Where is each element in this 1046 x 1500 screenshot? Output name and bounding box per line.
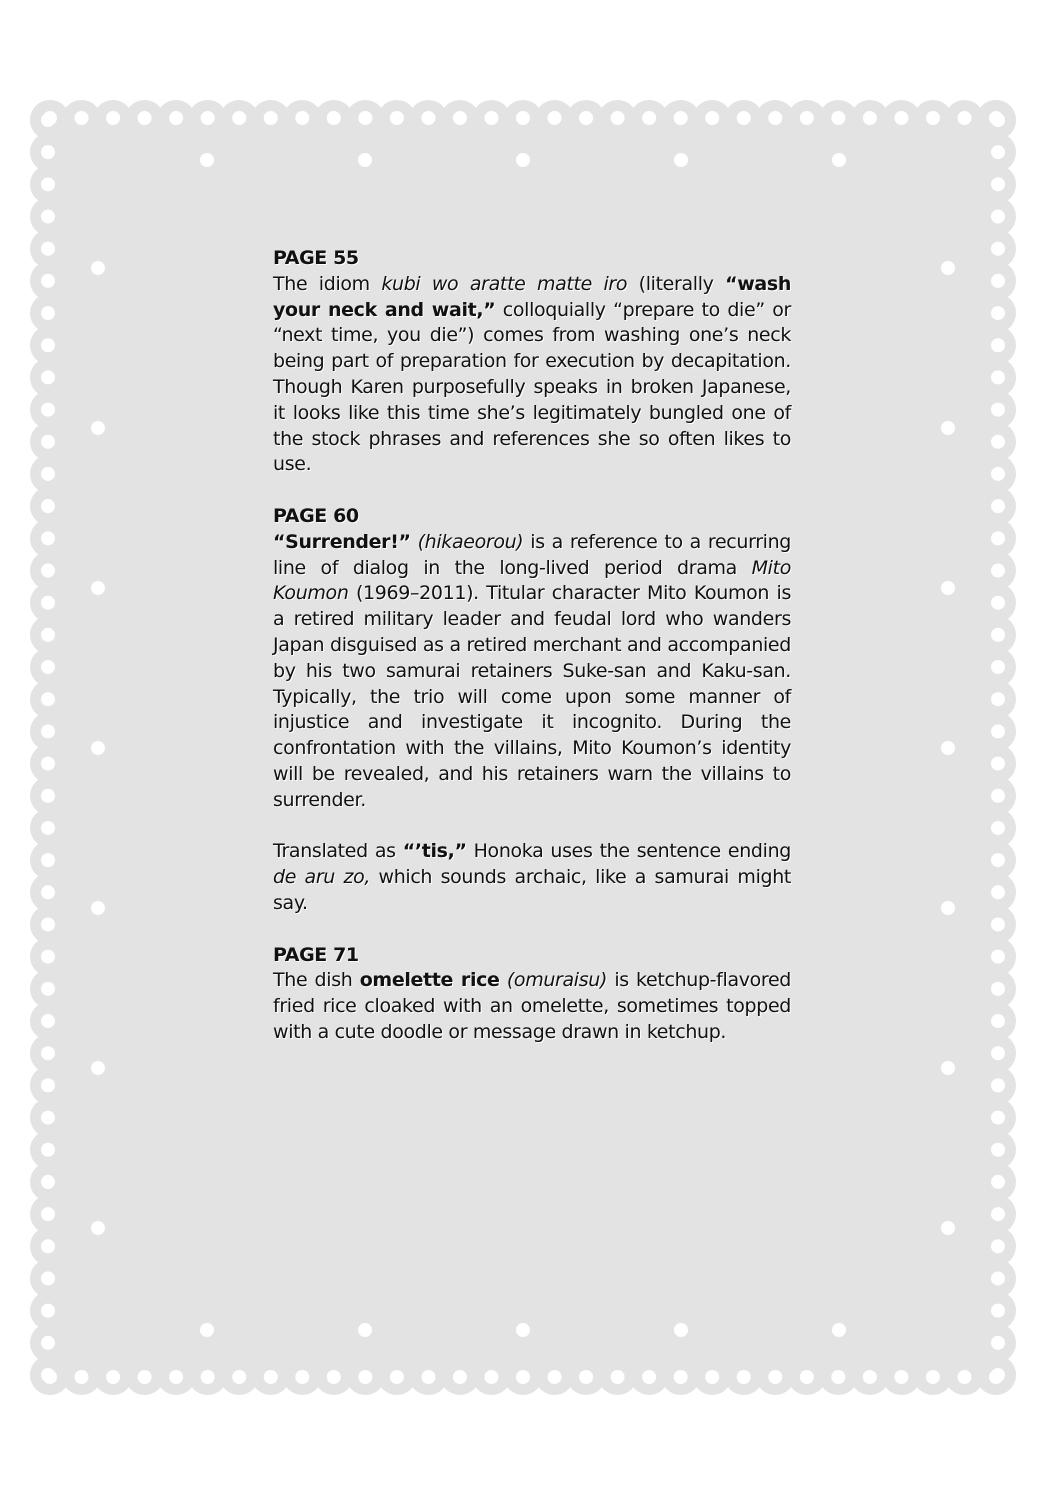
lace-hole [295, 1370, 309, 1384]
paragraph-gap [273, 814, 791, 840]
lace-hole [991, 1207, 1005, 1221]
lace-hole [41, 757, 55, 771]
lace-hole [201, 111, 215, 125]
lace-hole [991, 1078, 1005, 1092]
lace-hole [421, 1370, 435, 1384]
lace-hole [232, 1370, 246, 1384]
lace-hole [991, 531, 1005, 545]
lace-dot [516, 153, 530, 167]
lace-hole [358, 1370, 372, 1384]
lace-dot [91, 1221, 105, 1235]
lace-hole [800, 111, 814, 125]
lace-hole [991, 370, 1005, 384]
lace-hole [991, 660, 1005, 674]
lace-dot [358, 153, 372, 167]
lace-hole [201, 1370, 215, 1384]
lace-hole [41, 1368, 55, 1382]
lace-dot [200, 1323, 214, 1337]
lace-hole [991, 596, 1005, 610]
lace-hole [991, 950, 1005, 964]
lace-hole [169, 111, 183, 125]
lace-hole [991, 789, 1005, 803]
lace-hole [991, 145, 1005, 159]
lace-hole [41, 1111, 55, 1125]
lace-hole [41, 1143, 55, 1157]
lace-hole [991, 274, 1005, 288]
lace-hole [421, 111, 435, 125]
lace-hole [991, 306, 1005, 320]
lace-hole [705, 111, 719, 125]
lace-hole [991, 1111, 1005, 1125]
lace-hole [991, 1014, 1005, 1028]
lace-hole [41, 950, 55, 964]
lace-hole [991, 1368, 1005, 1382]
lace-hole [41, 982, 55, 996]
lace-dot [941, 1221, 955, 1235]
lace-hole [926, 111, 940, 125]
lace-hole [41, 338, 55, 352]
lace-hole [991, 1143, 1005, 1157]
lace-hole [894, 111, 908, 125]
lace-hole [957, 1370, 971, 1384]
section-heading: PAGE 71 [273, 943, 359, 966]
lace-hole [991, 757, 1005, 771]
lace-hole [484, 111, 498, 125]
lace-hole [991, 821, 1005, 835]
lace-hole [264, 1370, 278, 1384]
lace-dot [91, 581, 105, 595]
lace-hole [41, 789, 55, 803]
note-paragraph: Translated as “’tis,” Honoka uses the sentence ending de aru zo, which sounds archaic, like a samurai might say. [273, 840, 791, 914]
lace-hole [611, 1370, 625, 1384]
lace-dot [832, 1323, 846, 1337]
lace-hole [41, 145, 55, 159]
lace-hole [991, 1304, 1005, 1318]
lace-hole [327, 1370, 341, 1384]
lace-hole [453, 1370, 467, 1384]
lace-hole [41, 821, 55, 835]
lace-hole [41, 177, 55, 191]
lace-hole [991, 628, 1005, 642]
lace-hole [991, 564, 1005, 578]
lace-hole [991, 885, 1005, 899]
lace-hole [548, 1370, 562, 1384]
lace-hole [41, 1239, 55, 1253]
lace-hole [831, 111, 845, 125]
section-gap [273, 917, 791, 943]
lace-hole [41, 1271, 55, 1285]
lace-dot [832, 153, 846, 167]
lace-hole [41, 210, 55, 224]
lace-dot [674, 153, 688, 167]
lace-dot [358, 1323, 372, 1337]
lace-hole [41, 564, 55, 578]
lace-hole [674, 111, 688, 125]
lace-hole [41, 274, 55, 288]
lace-hole [453, 111, 467, 125]
lace-hole [611, 111, 625, 125]
lace-hole [674, 1370, 688, 1384]
note-page-60 [273, 504, 791, 917]
lace-hole [548, 111, 562, 125]
note-page-71 [273, 943, 791, 1046]
lace-hole [41, 531, 55, 545]
lace-dot [200, 153, 214, 167]
lace-hole [106, 111, 120, 125]
lace-hole [991, 1271, 1005, 1285]
lace-hole [390, 1370, 404, 1384]
lace-dot [941, 741, 955, 755]
lace-dot [941, 1061, 955, 1075]
lace-hole [41, 403, 55, 417]
lace-hole [390, 111, 404, 125]
lace-hole [991, 1336, 1005, 1350]
lace-hole [642, 1370, 656, 1384]
lace-hole [516, 1370, 530, 1384]
lace-hole [957, 111, 971, 125]
lace-dot [91, 261, 105, 275]
lace-hole [232, 111, 246, 125]
lace-dot [91, 741, 105, 755]
lace-hole [75, 1370, 89, 1384]
lace-hole [894, 1370, 908, 1384]
lace-dot [91, 1061, 105, 1075]
lace-hole [484, 1370, 498, 1384]
lace-hole [295, 111, 309, 125]
lace-hole [41, 499, 55, 513]
lace-hole [41, 724, 55, 738]
lace-hole [991, 692, 1005, 706]
lace-hole [768, 111, 782, 125]
lace-hole [579, 1370, 593, 1384]
lace-hole [75, 111, 89, 125]
lace-hole [41, 1014, 55, 1028]
section-heading: PAGE 60 [273, 504, 359, 527]
lace-dot [941, 421, 955, 435]
lace-hole [41, 692, 55, 706]
lace-hole [863, 1370, 877, 1384]
lace-hole [41, 628, 55, 642]
lace-dot [516, 1323, 530, 1337]
lace-hole [41, 1207, 55, 1221]
lace-hole [926, 1370, 940, 1384]
lace-hole [991, 338, 1005, 352]
lace-dot [941, 901, 955, 915]
lace-hole [991, 853, 1005, 867]
lace-hole [169, 1370, 183, 1384]
lace-hole [831, 1370, 845, 1384]
lace-hole [991, 113, 1005, 127]
lace-hole [41, 885, 55, 899]
lace-hole [41, 113, 55, 127]
lace-hole [579, 111, 593, 125]
translation-notes [273, 246, 791, 1046]
lace-hole [41, 660, 55, 674]
lace-hole [642, 111, 656, 125]
lace-dot [91, 421, 105, 435]
lace-hole [41, 853, 55, 867]
note-paragraph: The dish omelette rice (omuraisu) is ketchup-flavored fried rice cloaked with an omelette, sometimes topped with a cute doodle or message drawn in ketchup. [273, 969, 791, 1043]
lace-dot [674, 1323, 688, 1337]
lace-hole [991, 210, 1005, 224]
lace-hole [991, 467, 1005, 481]
lace-hole [41, 370, 55, 384]
lace-hole [41, 306, 55, 320]
lace-hole [41, 1304, 55, 1318]
note-paragraph: “Surrender!” (hikaeorou) is a reference to a recurring line of dialog in the long-lived period drama Mito Koumon (1969–2011). Titular character Mito Koumon is a retired military leader and feudal lord who wanders Japan disguised as a retired merchant and accompanied by his two samurai retainers Suke-san and Kaku-san. Typically, the trio will come upon some manner of injustice and investigate it incognito. During the confrontation with the villains, Mito Koumon’s identity will be revealed, and his retainers warn the villains to surrender. [273, 530, 791, 811]
lace-hole [41, 435, 55, 449]
lace-hole [41, 1046, 55, 1060]
section-heading: PAGE 55 [273, 247, 359, 269]
lace-dot [941, 261, 955, 275]
lace-hole [106, 1370, 120, 1384]
lace-hole [737, 111, 751, 125]
lace-hole [991, 1175, 1005, 1189]
lace-hole [41, 242, 55, 256]
lace-hole [800, 1370, 814, 1384]
note-paragraph: The idiom kubi wo aratte matte iro (literally “wash your neck and wait,” colloquially “prepare to die” or “next time, you die”) comes from washing one’s neck being part of preparation for execution by decapitation. Though Karen purposefully speaks in broken Japanese, it looks like this time she’s legitimately bungled one of the stock phrases and references she so often likes to use. [273, 272, 792, 476]
lace-hole [41, 467, 55, 481]
lace-hole [705, 1370, 719, 1384]
lace-hole [991, 917, 1005, 931]
lace-hole [41, 596, 55, 610]
note-page-55 [273, 246, 791, 478]
lace-hole [41, 1336, 55, 1350]
lace-hole [991, 1046, 1005, 1060]
lace-hole [991, 177, 1005, 191]
lace-hole [41, 1175, 55, 1189]
lace-dot [91, 901, 105, 915]
section-gap [273, 478, 791, 504]
lace-hole [737, 1370, 751, 1384]
lace-hole [358, 111, 372, 125]
lace-hole [991, 435, 1005, 449]
lace-hole [516, 111, 530, 125]
lace-hole [991, 403, 1005, 417]
lace-hole [991, 724, 1005, 738]
lace-hole [41, 1078, 55, 1092]
lace-hole [327, 111, 341, 125]
lace-dot [941, 581, 955, 595]
lace-hole [138, 111, 152, 125]
lace-hole [768, 1370, 782, 1384]
lace-hole [991, 1239, 1005, 1253]
lace-hole [41, 917, 55, 931]
lace-hole [863, 111, 877, 125]
lace-hole [138, 1370, 152, 1384]
lace-hole [991, 242, 1005, 256]
lace-hole [991, 499, 1005, 513]
lace-hole [264, 111, 278, 125]
lace-hole [991, 982, 1005, 996]
